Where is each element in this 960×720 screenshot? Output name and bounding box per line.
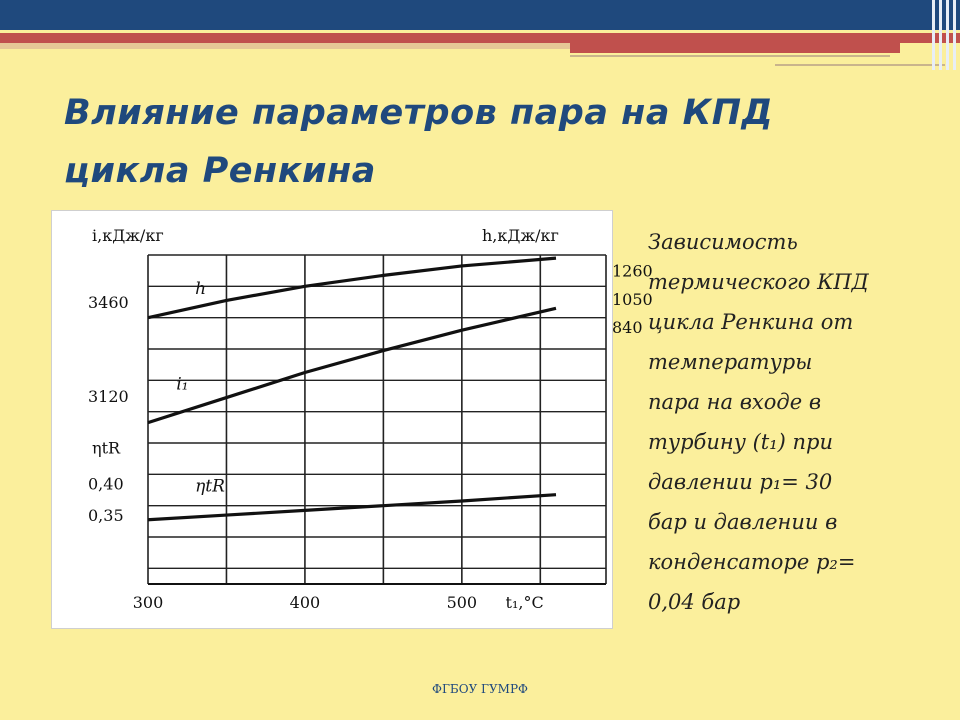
left-tick-label: 3120	[88, 387, 129, 406]
series-label: ηtR	[195, 476, 225, 497]
series-label: h	[195, 279, 207, 300]
description-line: термического КПД	[648, 270, 869, 294]
chart-panel	[51, 210, 653, 629]
description	[648, 222, 948, 622]
right-tick-label: 1050	[612, 289, 653, 309]
description-line: 0,04 бар	[648, 590, 741, 614]
description-line: турбину (t₁) при	[648, 430, 833, 454]
red-stripe-right	[570, 43, 900, 53]
description-line: Зависимость	[648, 230, 798, 254]
right-tick-label: 1260	[612, 261, 653, 281]
red-stripe	[0, 33, 960, 43]
series-label: i₁	[176, 374, 189, 395]
eta-tick-label: 0,40	[88, 474, 124, 494]
x-tick-label: 500	[446, 593, 478, 612]
decor-line	[570, 55, 890, 57]
footer: ФГБОУ ГУМРФ	[432, 682, 528, 696]
x-tick-label: 400	[289, 593, 321, 612]
description-line: температуры	[648, 350, 813, 374]
eta-axis-label: ηtR	[92, 438, 121, 458]
series-line	[148, 308, 556, 422]
tan-stripe	[0, 43, 570, 49]
left-axis-label: i,кДж/кг	[92, 226, 164, 245]
series-line	[148, 495, 556, 520]
description-line: цикла Ренкина от	[648, 310, 854, 334]
description-line: бар и давлении в	[648, 510, 838, 534]
left-tick-label: 3460	[88, 293, 129, 312]
top-bar	[0, 0, 960, 30]
description-line: давлении p₁= 30	[648, 470, 833, 494]
title-line: Влияние параметров пара на КПД	[64, 93, 774, 133]
description-line: конденсаторе p₂=	[648, 550, 856, 574]
title-line: цикла Ренкина	[64, 151, 376, 191]
x-axis-title: t₁,°C	[505, 593, 544, 612]
eta-tick-label: 0,35	[88, 506, 124, 526]
series-line	[148, 258, 556, 318]
description-line: пара на входе в	[648, 390, 822, 414]
x-tick-label: 300	[132, 593, 164, 612]
right-tick-label: 840	[612, 318, 643, 338]
vertical-decor-lines	[930, 0, 960, 70]
slide-title	[64, 84, 924, 200]
decor-line	[775, 64, 945, 66]
right-axis-label: h,кДж/кг	[482, 226, 559, 245]
rankine-efficiency-chart	[52, 211, 653, 628]
